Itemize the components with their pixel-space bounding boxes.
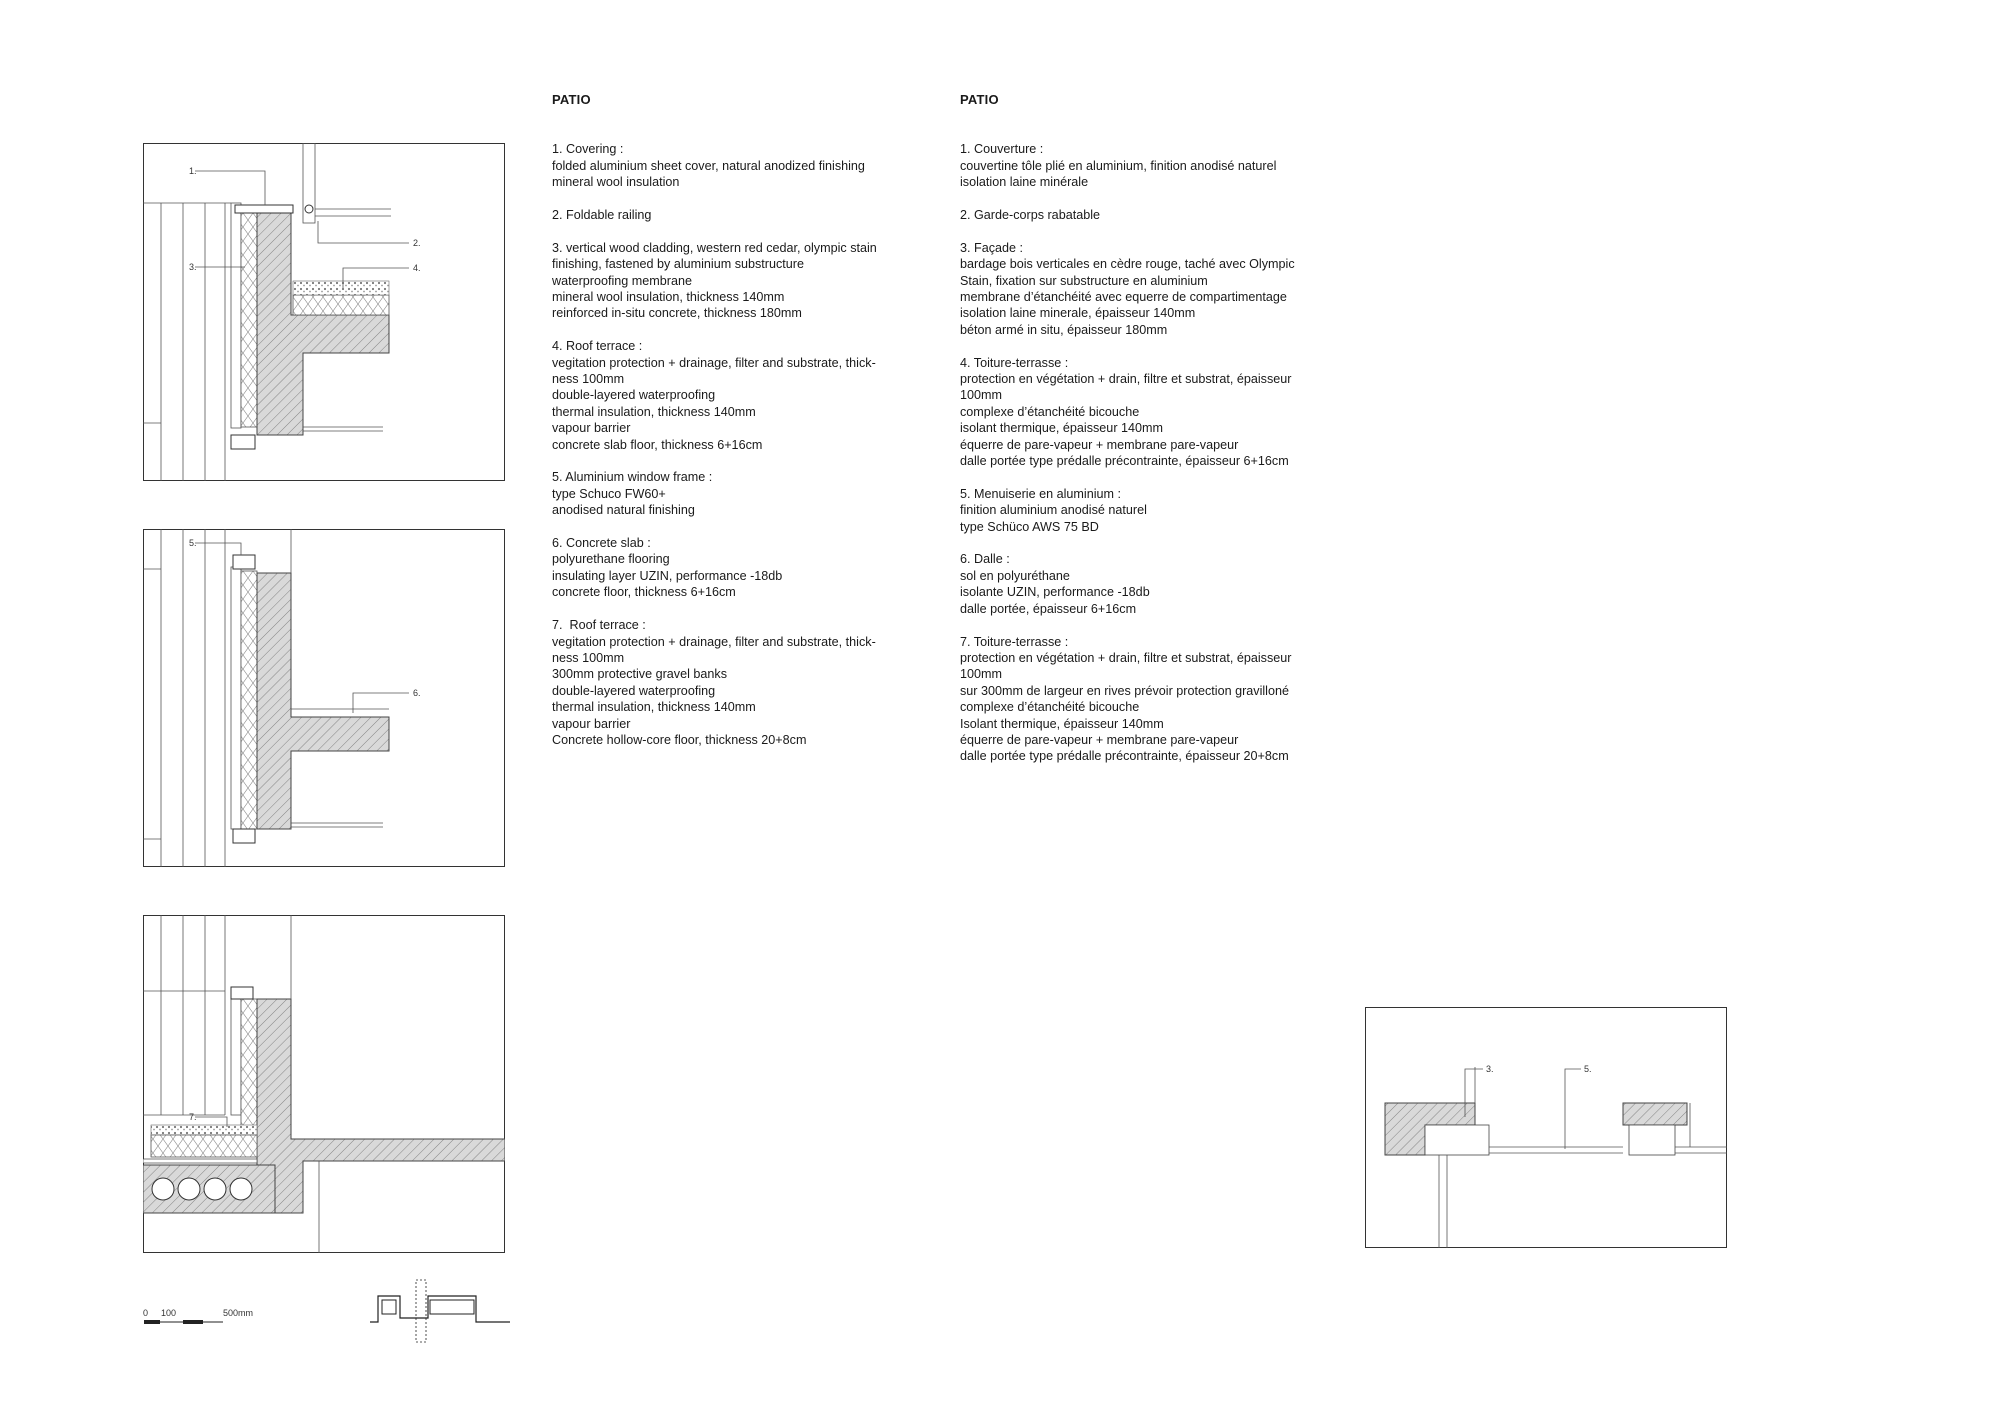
note-line: isolante UZIN, performance -18db [960,585,1150,600]
svg-text:500mm: 500mm [223,1308,254,1318]
note-line: concrete slab floor, thickness 6+16cm [552,437,763,452]
note-line: isolant thermique, épaisseur 140mm [960,421,1164,436]
note-line: béton armé in situ, épaisseur 180mm [960,322,1168,337]
note-item [960,634,1380,765]
note-line: vapour barrier [552,716,631,731]
note-line: ness 100mm [552,650,625,665]
svg-text:3.: 3. [1486,1064,1494,1074]
note-line: 1. Covering : [552,142,624,157]
svg-text:7.: 7. [189,1112,197,1122]
note-item [552,141,972,190]
svg-text:5.: 5. [1584,1064,1592,1074]
note-line: complexe d’étanchéité bicouche [960,404,1140,419]
note-line: reinforced in-situ concrete, thickness 180mm [552,306,802,321]
note-line: vapour barrier [552,421,631,436]
note-line: double-layered waterproofing [552,683,716,698]
wood-cladding [143,915,225,1115]
note-line: isolation laine minérale [960,175,1089,190]
english-notes [552,92,972,765]
note-line: anodised natural finishing [552,503,695,518]
note-line: Isolant thermique, épaisseur 140mm [960,716,1164,731]
note-line: sol en polyuréthane [960,568,1070,583]
french-title: PATIO [960,92,999,107]
svg-text:4.: 4. [413,263,421,273]
concrete-wall-and-slab [257,999,505,1213]
note-line: équerre de pare-vapeur + membrane pare-vapeur [960,437,1239,452]
concrete-column [1623,1103,1687,1125]
svg-text:0: 0 [143,1308,149,1318]
note-line: concrete floor, thickness 6+16cm [552,585,736,600]
wall-insulation [241,999,257,1139]
note-item [960,551,1380,617]
svg-text:6.: 6. [413,688,421,698]
note-item [552,338,972,453]
wall-insulation [241,209,257,427]
note-line: 6. Dalle : [960,552,1010,567]
note-line: mineral wool insulation, thickness 140mm [552,290,785,305]
note-line: 6. Concrete slab : [552,536,651,551]
note-line: protection en végétation + drain, filtre et substrat, épaisseur [960,650,1292,665]
note-item [552,617,972,748]
note-line: insulating layer UZIN, performance -18db [552,568,783,583]
callout-3 [189,262,245,272]
note-line: Stain, fixation sur substructure en aluminium [960,273,1208,288]
svg-text:3.: 3. [189,262,197,272]
callout-5 [189,538,241,555]
note-line: 300mm protective gravel banks [552,667,727,682]
callout-2 [318,221,421,248]
note-line: dalle portée, épaisseur 6+16cm [960,601,1137,616]
note-line: 4. Roof terrace : [552,339,643,354]
key-plan [370,1278,510,1344]
wood-cladding [143,203,231,481]
svg-text:5.: 5. [189,538,197,548]
svg-text:2.: 2. [413,238,421,248]
note-line: couvertine tôle plié en aluminium, finition anodisé naturel [960,158,1277,173]
note-line: type Schuco FW60+ [552,486,666,501]
note-item [960,141,1380,190]
note-line: complexe d’étanchéité bicouche [960,700,1140,715]
note-line: 7. Roof terrace : [552,618,646,633]
roof-insulation [151,1135,257,1157]
note-line: 1. Couverture : [960,142,1044,157]
note-line: mineral wool insulation [552,175,680,190]
note-line: 5. Menuiserie en aluminium : [960,486,1121,501]
note-item [960,207,1380,223]
note-line: type Schüco AWS 75 BD [960,519,1099,534]
window-plan-detail-drawing [1365,1007,1727,1248]
roof-insulation [293,295,389,315]
note-line: Concrete hollow-core floor, thickness 20+8cm [552,732,807,747]
note-line: 100mm [960,667,1002,682]
note-item [552,535,972,601]
concrete-wall [257,213,389,435]
note-line: 7. Toiture-terrasse : [960,634,1069,649]
french-notes [960,92,1380,781]
note-line: finishing, fastened by aluminium substructure [552,257,805,272]
note-item [552,207,972,223]
terrace-hollow-core-section-drawing [143,915,505,1253]
note-line: ness 100mm [552,372,625,387]
note-line: sur 300mm de largeur en rives prévoir protection gravilloné [960,683,1289,698]
roof-edge-section-drawing [143,143,505,481]
note-line: 100mm [960,388,1002,403]
note-item [960,355,1380,470]
note-line: 3. vertical wood cladding, western red cedar, olympic stain [552,240,877,255]
note-line: protection en végétation + drain, filtre et substrat, épaisseur [960,372,1292,387]
english-title: PATIO [552,92,591,107]
note-line: équerre de pare-vapeur + membrane pare-vapeur [960,732,1239,747]
note-line: thermal insulation, thickness 140mm [552,700,756,715]
note-line: 5. Aluminium window frame : [552,470,713,485]
plan-callout-5 [1565,1064,1592,1149]
wall-insulation [241,571,257,829]
note-line: waterproofing membrane [552,273,693,288]
svg-text:1.: 1. [189,166,197,176]
wood-cladding [143,529,225,867]
note-line: 3. Façade : [960,240,1024,255]
note-item [552,469,972,518]
note-line: 2. Foldable railing [552,208,652,223]
note-line: isolation laine minerale, épaisseur 140mm [960,306,1196,321]
note-line: vegitation protection + drainage, filter and substrate, thick- [552,355,876,370]
note-line: thermal insulation, thickness 140mm [552,404,756,419]
note-line: finition aluminium anodisé naturel [960,503,1147,518]
note-line: membrane d’étanchéité avec equerre de compartimentage [960,290,1287,305]
note-line: double-layered waterproofing [552,388,716,403]
scale-bar [143,1306,273,1338]
floor-slab-section-drawing [143,529,505,867]
note-line: 2. Garde-corps rabatable [960,208,1101,223]
note-line: vegitation protection + drainage, filter and substrate, thick- [552,634,876,649]
note-line: folded aluminium sheet cover, natural anodized finishing [552,158,865,173]
svg-text:100: 100 [161,1308,177,1318]
note-item [960,240,1380,338]
note-line: dalle portée type prédalle précontrainte, épaisseur 20+8cm [960,749,1289,764]
concrete-wall-and-slab [257,573,389,829]
note-line: polyurethane flooring [552,552,670,567]
callout-1 [189,166,265,205]
note-item [552,240,972,322]
note-item [960,486,1380,535]
note-line: dalle portée type prédalle précontrainte, épaisseur 6+16cm [960,454,1289,469]
note-line: bardage bois verticales en cèdre rouge, taché avec Olympic [960,257,1295,272]
note-line: 4. Toiture-terrasse : [960,355,1069,370]
